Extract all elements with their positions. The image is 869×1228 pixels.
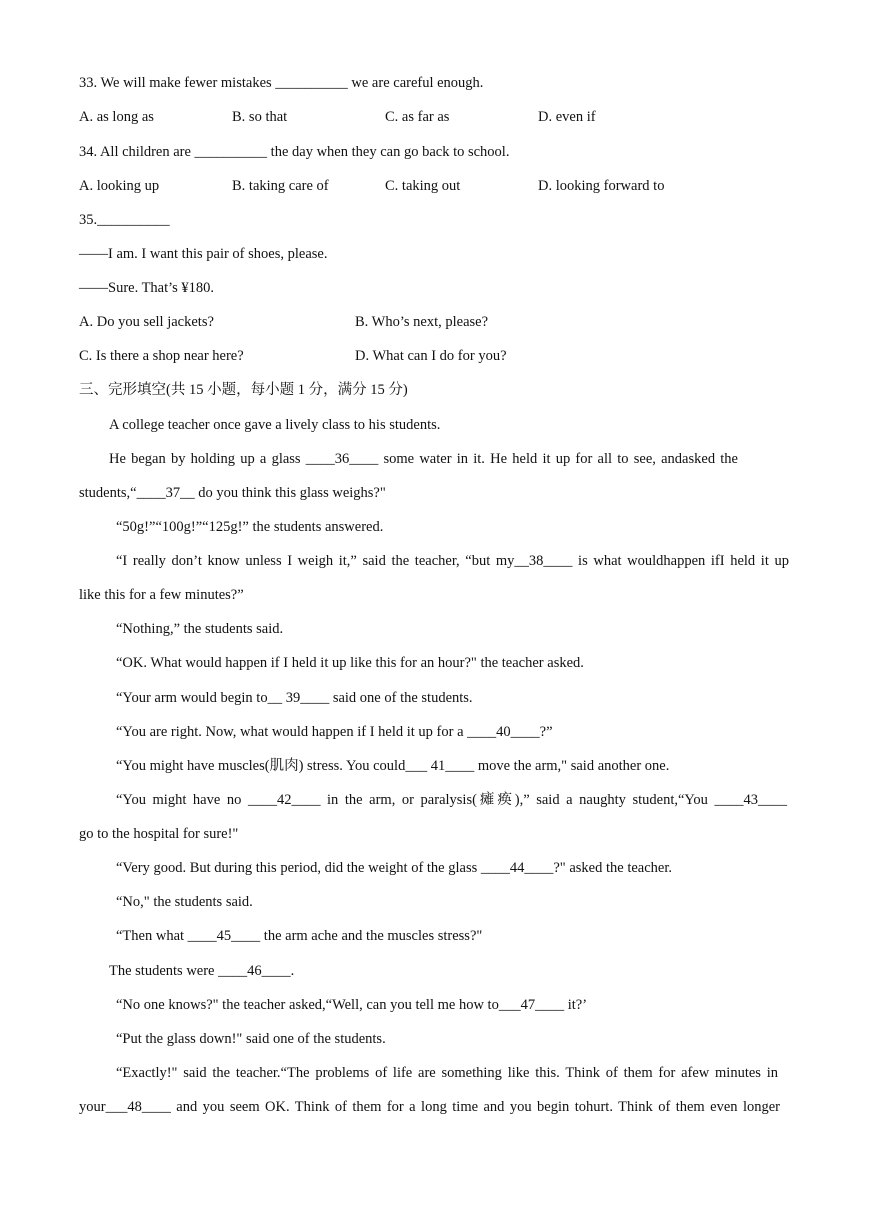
passage-line: students,“____37__ do you think this glass weighs?" [79, 485, 386, 501]
passage-line: “Your arm would begin to__ 39____ said one of the students. [116, 690, 473, 706]
passage-line: “You might have no ____42____ in the arm, or paralysis(瘫痪),” said a naughty student,“You ____43____ [116, 792, 787, 808]
q35-option-c: C. Is there a shop near here? [79, 348, 244, 364]
q35-dialog-line: ——Sure. That’s ¥180. [79, 280, 215, 296]
section-heading: 三、完形填空(共 15 小题，每小题 1 分，满分 15 分) [79, 382, 408, 398]
q33-option-d: D. even if [538, 109, 596, 125]
q35-option-d: D. What can I do for you? [355, 348, 507, 364]
q35-dialog-line: ——I am. I want this pair of shoes, please. [79, 246, 328, 262]
q34-option-d: D. looking forward to [538, 178, 665, 194]
passage-line: “I really don’t know unless I weigh it,” said the teacher, “but my__38____ is what wouldhappen ifI held it up [116, 553, 789, 569]
q35-stem: 35.__________ [79, 212, 170, 228]
q33-stem: 33. We will make fewer mistakes __________ we are careful enough. [79, 75, 484, 91]
q35-option-a: A. Do you sell jackets? [79, 314, 214, 330]
passage-line: go to the hospital for sure!" [79, 826, 239, 842]
passage-line: “50g!”“100g!”“125g!” the students answered. [116, 519, 384, 535]
q34-option-a: A. looking up [79, 178, 160, 194]
q33-option-a: A. as long as [79, 109, 154, 125]
q34-option-b: B. taking care of [232, 178, 329, 194]
passage-line: like this for a few minutes?” [79, 587, 244, 603]
passage-line: “Put the glass down!" said one of the students. [116, 1031, 386, 1047]
passage-line: He began by holding up a glass ____36____ some water in it. He held it up for all to see, andasked the [109, 451, 738, 467]
passage-line: “Then what ____45____ the arm ache and the muscles stress?" [116, 928, 483, 944]
passage-line: The students were ____46____. [109, 963, 295, 979]
passage-line: “You might have muscles(肌肉) stress. You could___ 41____ move the arm," said another one. [116, 758, 670, 774]
passage-line: “No," the students said. [116, 894, 253, 910]
q35-option-b: B. Who’s next, please? [355, 314, 489, 330]
passage-line: your___48____ and you seem OK. Think of them for a long time and you begin tohurt. Think of them even longer [79, 1099, 780, 1115]
q34-option-c: C. taking out [385, 178, 461, 194]
q34-stem: 34. All children are __________ the day when they can go back to school. [79, 144, 510, 160]
q33-option-c: C. as far as [385, 109, 450, 125]
passage-line: “Nothing,” the students said. [116, 621, 284, 637]
passage-line: “OK. What would happen if I held it up like this for an hour?" the teacher asked. [116, 655, 584, 671]
passage-line: “Very good. But during this period, did the weight of the glass ____44____?" asked the teacher. [116, 860, 672, 876]
passage-line: “You are right. Now, what would happen if I held it up for a ____40____?” [116, 724, 553, 740]
passage-line: “Exactly!" said the teacher.“The problems of life are something like this. Think of them for afew minutes in [116, 1065, 778, 1081]
passage-line: “No one knows?" the teacher asked,“Well, can you tell me how to___47____ it?’ [116, 997, 588, 1013]
q33-option-b: B. so that [232, 109, 288, 125]
passage-line: A college teacher once gave a lively class to his students. [109, 417, 441, 433]
